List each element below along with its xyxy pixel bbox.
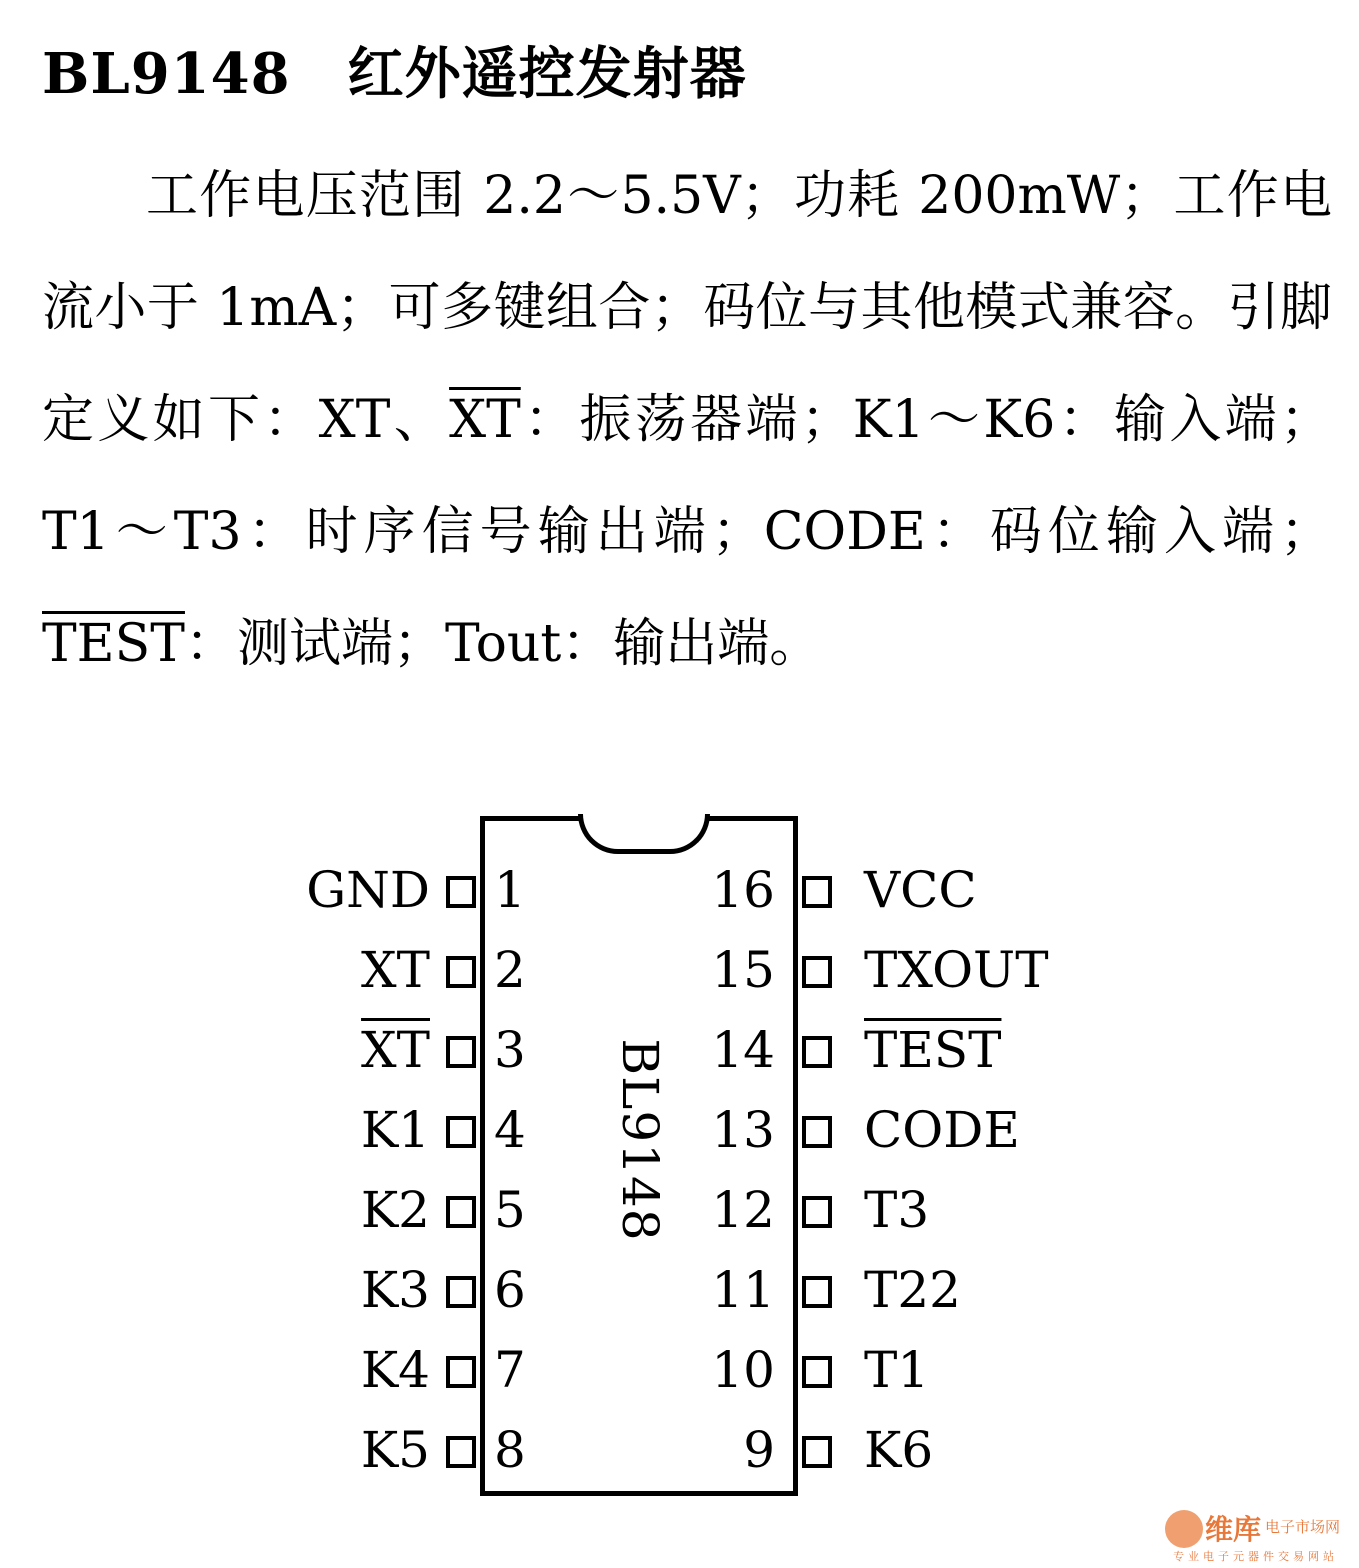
pin-pad [802,1356,832,1388]
pin-number: 6 [494,1261,526,1319]
pin-pad [446,1436,476,1468]
pin-pad [802,956,832,988]
pin-number: 10 [711,1341,775,1399]
pin-name: K6 [864,1421,934,1479]
pin-pad [446,1276,476,1308]
pin-number: 13 [711,1101,775,1159]
pin-name: $\overline{XT}$ [361,1021,430,1079]
pin-pad [446,1036,476,1068]
watermark-tagline: 专业电子元器件交易网站 [1173,1550,1338,1563]
pin-name: XT [361,941,430,999]
pin-number: 2 [494,941,526,999]
pin-name: T22 [864,1261,961,1319]
pin-number: 4 [494,1101,526,1159]
pin-pad [802,1036,832,1068]
pin-number: 9 [743,1421,775,1479]
pin-name: K3 [360,1261,430,1319]
chip-notch [578,814,710,854]
watermark [1165,1508,1355,1564]
pin-number: 12 [711,1181,775,1239]
document-title: BL9148 红外遥控发射器 [42,41,747,107]
pin-number: 7 [494,1341,526,1399]
pin-number: 5 [494,1181,526,1239]
pin-pad [446,956,476,988]
description-part-1: 工作电压范围 2.2～5.5V；功耗 200mW；工作电流小于 1mA；可多键组合；码位与其他模式兼容。引脚定义如下：XT、 [42,166,1332,450]
pin-name: K4 [360,1341,430,1399]
xt-overline-term: $\overline{XT}$ [449,390,521,450]
watermark-sub: 电子市场网 [1265,1518,1341,1536]
pin-number: 14 [711,1021,775,1079]
pin-pad [446,876,476,908]
pin-number: 1 [494,861,526,919]
description-part-3: ：测试端；Tout：输出端。 [184,614,822,674]
pin-pad [802,1116,832,1148]
pin-name: GND [306,861,430,919]
pin-pad [446,1116,476,1148]
pin-name: CODE [864,1101,1020,1159]
pin-name: K5 [360,1421,430,1479]
pin-name: T3 [864,1181,930,1239]
pin-pad [802,1276,832,1308]
pin-number: 11 [711,1261,775,1319]
pin-number: 15 [711,941,775,999]
pin-pad [802,876,832,908]
description-part-2: ：振荡器端；K1～K6：输入端；T1～T3：时序信号输出端；CODE：码位输入端； [42,390,1332,562]
watermark-brand: 维库 [1205,1513,1262,1546]
description-text [42,140,1332,700]
pin-number: 16 [711,861,775,919]
pin-name: TXOUT [864,941,1049,999]
pin-pad [446,1196,476,1228]
watermark-logo-icon [1165,1510,1203,1548]
pin-name: K2 [360,1181,430,1239]
pin-pad [802,1196,832,1228]
pin-name: TEST [864,1021,1002,1079]
pin-pad [446,1356,476,1388]
chip-label: BL9148 [611,1038,669,1242]
pin-pad [802,1436,832,1468]
pin-name: VCC [864,861,977,919]
test-overline-term: TEST [42,614,185,674]
pin-number: 3 [494,1021,526,1079]
description-paragraph [42,140,1332,700]
pin-number: 8 [494,1421,526,1479]
pin-name: K1 [360,1101,430,1159]
pin-name: T1 [864,1341,930,1399]
